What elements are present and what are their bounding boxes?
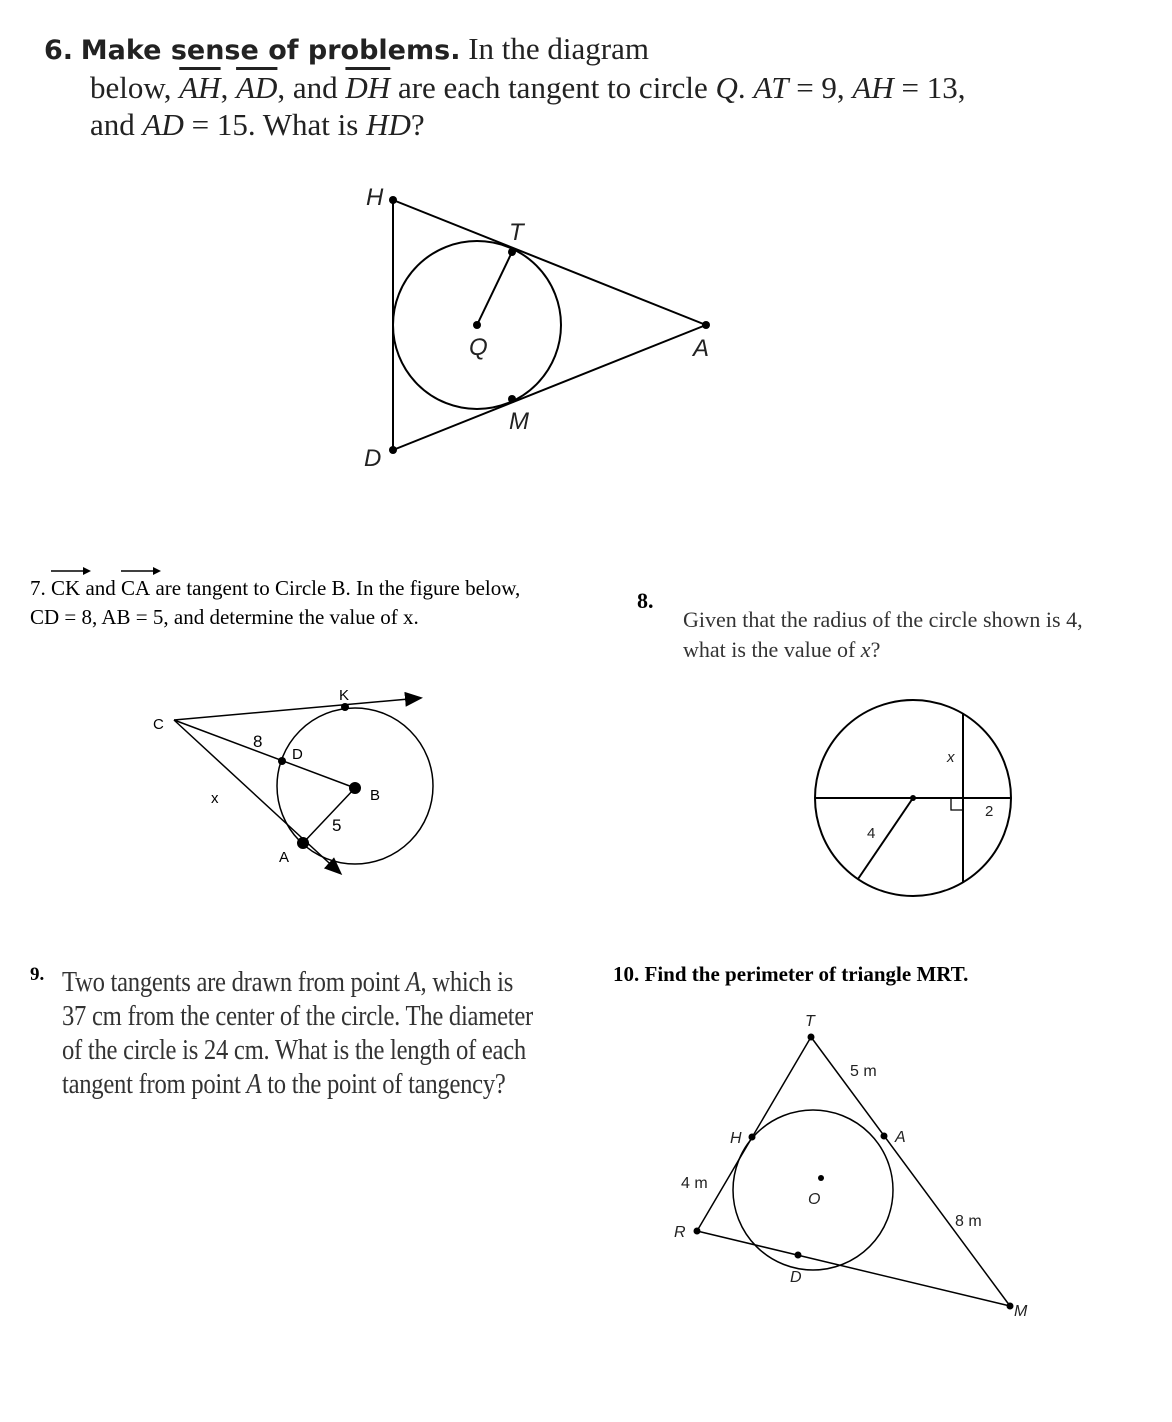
problem-8-diagram [805, 690, 1025, 900]
problem-6-text-1: In the diagram [460, 31, 649, 66]
point-h [749, 1134, 756, 1141]
problem-10-diagram [665, 1005, 1045, 1325]
ray-ca [121, 574, 150, 603]
ray-ck-label: CK [51, 576, 81, 600]
val-ah: = 13, [893, 70, 966, 105]
p9-line3: of the circle is 24 cm. What is the length of each [62, 1035, 526, 1066]
label-x: x [947, 749, 955, 766]
problem-7-diagram [140, 680, 450, 880]
problem-8-number: 8. [637, 588, 654, 613]
p8-var-x: x [860, 637, 871, 662]
p9-line1-a: Two tangents are drawn from point [62, 967, 406, 998]
secant-cb [174, 720, 355, 788]
var-hd: HD [366, 107, 411, 142]
p6-sep1: , [220, 70, 237, 105]
ray-ca-arrow [121, 566, 161, 576]
segment-ad: $\overline{AD}$ [236, 70, 278, 105]
problem-6-line-3 [44, 106, 965, 143]
point-d [278, 757, 286, 765]
point-d [389, 446, 397, 454]
side-tr [697, 1037, 811, 1231]
p8-line1: Given that the radius of the circle shown is 4, [683, 607, 1083, 632]
label-o: O [808, 1191, 821, 1208]
point-m [508, 395, 516, 403]
radius-ab [303, 788, 355, 843]
p6-ask-end: ? [410, 107, 425, 142]
label-t: T [805, 1013, 815, 1030]
label-ab-5: 5 [332, 816, 342, 835]
radius-qt [477, 252, 512, 325]
problem-6-lead: Make sense of problems. [80, 35, 461, 66]
label-x: x [211, 790, 219, 807]
segment-da-line [393, 325, 706, 450]
label-radius-4: 4 [867, 825, 876, 842]
p6-line2-b: are each tangent to circle [390, 70, 716, 105]
point-a [702, 321, 710, 329]
ray-ck [51, 574, 80, 603]
right-angle-mark [951, 798, 963, 810]
ray-ca-label: CA [121, 576, 151, 600]
p9-point-a-1: A [405, 967, 421, 998]
problem-8-text [683, 605, 1083, 665]
circle-q-label: Q [715, 70, 738, 105]
point-r [694, 1228, 701, 1235]
var-ad: AD [142, 107, 184, 142]
p8-line2-b: ? [870, 637, 881, 662]
p9-point-a-2: A [246, 1069, 262, 1100]
p7-line2: CD = 8, AB = 5, and determine the value of x. [30, 605, 419, 629]
p9-line1-b: , which is [420, 967, 514, 998]
problem-7-number: 7. [30, 576, 46, 600]
problem-6-diagram [340, 180, 740, 480]
problem-7-text [30, 574, 520, 632]
label-m: M [509, 408, 529, 435]
point-k [341, 703, 349, 711]
label-q: Q [469, 334, 488, 361]
point-d [795, 1252, 802, 1259]
p8-line2-a: what is the value of [683, 637, 861, 662]
label-ta-5m: 5 m [850, 1063, 877, 1080]
ray-ck-arrow [51, 566, 91, 576]
problem-6-number: 6. [44, 35, 74, 66]
label-h: H [366, 184, 384, 211]
point-a [881, 1133, 888, 1140]
p6-sep2: , and [277, 70, 346, 105]
val-at: = 9, [788, 70, 853, 105]
segment-ha-line [393, 200, 706, 325]
segment-dh: $\overline{DH}$ [345, 70, 391, 105]
label-k: K [339, 687, 350, 704]
problem-9-text [62, 966, 533, 1102]
p9-line2: 37 cm from the center of the circle. The diameter [62, 1001, 533, 1032]
label-a: A [693, 335, 710, 362]
point-t [508, 248, 516, 256]
label-c: C [153, 716, 164, 733]
label-m: M [1014, 1303, 1028, 1320]
p9-line4-b: to the point of tangency? [261, 1069, 506, 1100]
point-a [297, 837, 309, 849]
p7-and: and [80, 576, 122, 600]
problem-10-text: 10. Find the perimeter of triangle MRT. [613, 962, 969, 986]
var-ah: AH [852, 70, 894, 105]
p7-text1: are tangent to Circle B. In the figure below, [150, 576, 521, 600]
point-t [808, 1034, 815, 1041]
point-b [349, 782, 361, 794]
label-d: D [292, 746, 303, 763]
label-b: B [370, 787, 381, 804]
var-at: AT [753, 70, 789, 105]
label-rh-4m: 4 m [681, 1175, 708, 1192]
point-o [818, 1175, 824, 1181]
p6-line3-a: and [90, 107, 143, 142]
point-m [1007, 1303, 1014, 1310]
label-cd-8: 8 [253, 732, 263, 751]
label-r: R [674, 1224, 686, 1241]
point-h [389, 196, 397, 204]
label-am-8m: 8 m [955, 1213, 982, 1230]
problem-6-line-2 [44, 69, 965, 106]
label-t: T [509, 219, 524, 246]
segment-ah: $\overline{AH}$ [179, 70, 221, 105]
label-d: D [364, 445, 382, 472]
label-h: H [730, 1130, 742, 1147]
ray-ck-line [174, 698, 420, 720]
p6-line2-a: below, [90, 70, 180, 105]
p6-line2-c: . [737, 70, 754, 105]
problem-9-number: 9. [30, 964, 45, 985]
p9-line4-a: tangent from point [62, 1069, 247, 1100]
label-a: A [279, 849, 290, 866]
label-d: D [790, 1269, 802, 1286]
center-point [910, 795, 916, 801]
val-ad: = 15. What is [183, 107, 367, 142]
problem-6-text [44, 30, 965, 143]
point-q [473, 321, 481, 329]
label-a: A [895, 1129, 906, 1146]
label-segment-2: 2 [985, 803, 994, 820]
